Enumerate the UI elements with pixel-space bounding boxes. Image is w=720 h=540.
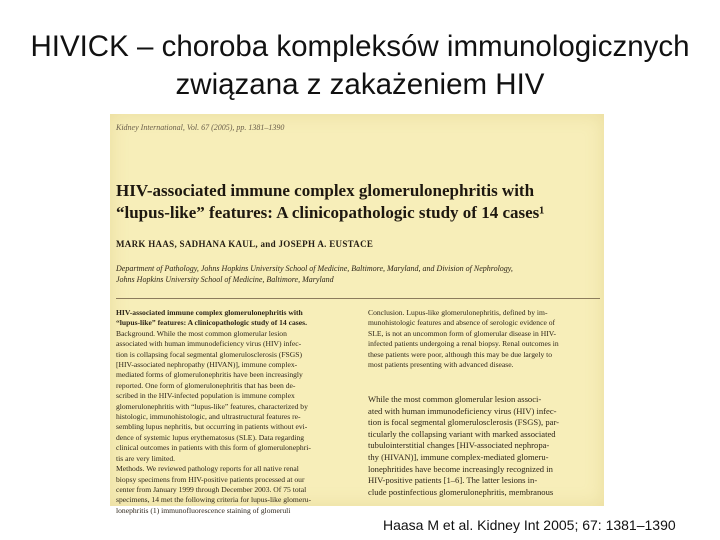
slide-title-line-2: związana z zakażeniem HIV [175,68,545,101]
conclusion-text-line: Conclusion. Lupus-like glomerulonephritis, defined by im- [368,308,548,317]
abstract-text-line: Methods. We reviewed pathology reports for all native renal [116,464,299,474]
abstract-text-line: center from January 1999 through December 2003. Of 75 total [116,484,307,494]
abstract-conclusion-paragraph [368,308,600,370]
abstract-text-line: “lupus-like” features: A clinicopathologic study of 14 cases. [116,318,307,328]
abstract-text-line: dence of systemic lupus erythematosus (SLE). Data regarding [116,432,305,442]
intro-text-line: tion is focal segmental glomerulosclerosis (FSGS), par- [368,417,560,428]
article-title-line-1: HIV-associated immune complex glomerulonephritis with [116,181,535,200]
abstract-text-line: associated with human immunodeficiency virus (HIV) infec- [116,339,302,349]
slide-title-line-1: HIVICK – choroba kompleksów immunologicznych [30,30,690,63]
intro-text-line: lonephritides have become increasingly recognized in [368,463,553,474]
affiliation-line-2: Johns Hopkins University School of Medicine, Baltimore, Maryland [116,275,334,284]
intro-text-line: ticularly the collapsing variant with marked associated [368,428,556,439]
article-affiliation [116,263,602,285]
abstract-text-line: biopsy specimens from HIV-positive patients processed at our [116,474,305,484]
conclusion-text-line: infected patients undergoing a renal biopsy. Renal outcomes in [368,339,559,349]
intro-text-line: While the most common glomerular lesion associ- [368,394,542,404]
abstract-text-line: sembling lupus nephritis, but occurring in patients without evi- [116,422,308,432]
abstract-text-line: reported. One form of glomerulonephritis that has been de- [116,380,296,390]
abstract-text-line: scribed in the HIV-infected population is immune complex [116,391,295,401]
abstract-text-line: mediated forms of glomerulonephritis have been increasingly [116,370,303,380]
conclusion-text-line: most patients presenting with advanced disease. [368,360,514,370]
intro-text-line: thy (HIVAN)], immune complex-mediated glomeru- [368,451,549,462]
abstract-text-line: tion is collapsing focal segmental glomerulosclerosis (FSGS) [116,349,303,359]
journal-citation-line: Kidney International, Vol. 67 (2005), pp. 1381–1390 [116,123,285,132]
section-divider [116,298,600,299]
conclusion-text-line: munohistologic features and absence of serologic evidence of [368,318,556,328]
article-title [116,180,602,224]
abstract-text-line: clinical outcomes in patients with this form of glomerulonephri- [116,443,311,453]
intro-text-line: HIV-positive patients [1–6]. The latter lesions in- [368,475,538,486]
abstract-text-line: histologic, immunohistologic, and ultrastructural features re- [116,412,301,422]
abstract-text-line: tis are very limited. [116,453,176,463]
intro-text-line: clude postinfectious glomerulonephritis, membranous [368,486,554,497]
abstract-text-line: lonephritis (1) immunofluorescence staining of glomeruli [116,505,291,515]
abstract-text-line: [HIV-associated nephropathy (HIVAN)], immune complex- [116,360,298,370]
slide-citation: Haasa M et al. Kidney Int 2005; 67: 1381–1390 [383,517,676,533]
abstract-text-line: HIV-associated immune complex glomerulonephritis with [116,308,303,317]
abstract-text-line: specimens, 14 met the following criteria for lupus-like glomeru- [116,495,312,505]
article-title-line-2: “lupus-like” features: A clinicopathologic study of 14 cases¹ [116,203,545,222]
intro-paragraph [368,394,600,498]
article-authors: MARK HAAS, SADHANA KAUL, and JOSEPH A. EUSTACE [116,239,374,249]
affiliation-line-1: Department of Pathology, Johns Hopkins University School of Medicine, Baltimore, Maryland, and Division of Nephrology, [116,264,513,273]
intro-text-line: tubulointerstitial changes [HIV-associated nephropa- [368,440,550,451]
abstract-text-line: glomerulonephritis with “lupus-like” features, characterized by [116,401,308,411]
slide-title [20,28,700,104]
article-scan-image [110,114,604,515]
conclusion-text-line: SLE, is not an uncommon form of glomerular disease in HIV- [368,328,557,338]
abstract-left-column [116,308,354,516]
intro-text-line: ated with human immunodeficiency virus (HIV) infec- [368,405,557,416]
abstract-text-line: Background. While the most common glomerular lesion [116,328,287,338]
conclusion-text-line: these patients were poor, although this may be due largely to [368,349,553,359]
